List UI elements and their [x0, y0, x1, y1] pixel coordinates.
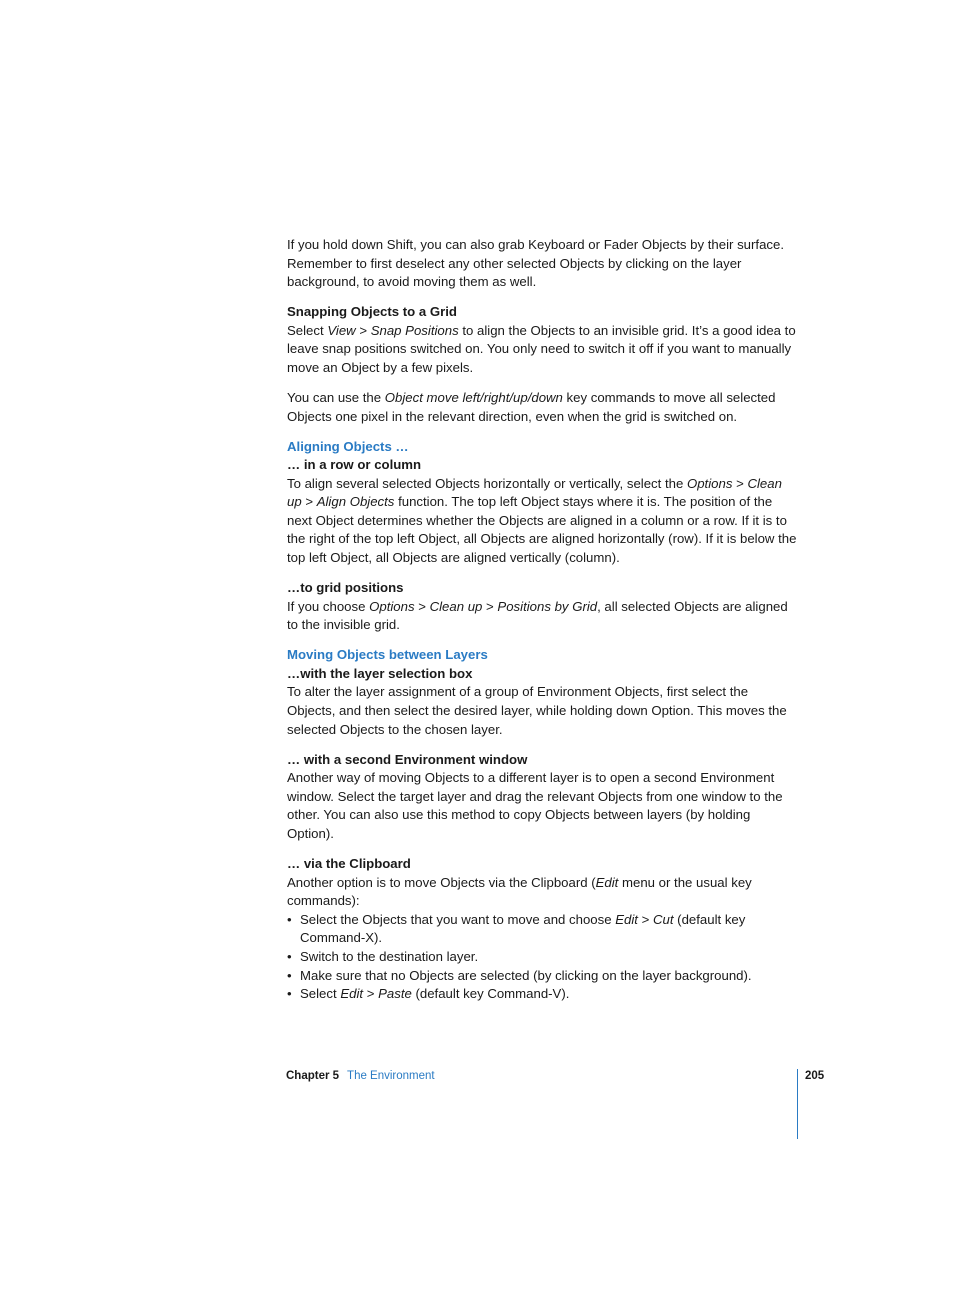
- grid-positions-paragraph: If you choose Options > Clean up > Positions by Grid, all selected Objects are aligned to the invisible grid.: [287, 598, 788, 633]
- row-column-subheading: … in a row or column: [287, 457, 422, 473]
- layer-box-subheading: …with the layer selection box: [287, 665, 473, 681]
- list-item: • Make sure that no Objects are selected (by clicking on the layer background).: [287, 967, 799, 986]
- second-window-paragraph: Another way of moving Objects to a different layer is to open a second Environment window. Select the target layer and drag the relevant Objects from one window to the other. You can also use this method to copy Objects between layers (by holding Option).: [287, 770, 783, 841]
- layer-box-paragraph: To alter the layer assignment of a group of Environment Objects, first select the Objects, and then select the desired layer, while holding down Option. This moves the selected Objects to the chosen layer.: [287, 684, 787, 737]
- bullet: •: [287, 948, 292, 964]
- row-column-paragraph: To align several selected Objects horizontally or vertically, select the Options > Clean up > Align Objects function. The top left Object stays where it is. The position of the next Object determines whether the Objects are aligned in a column or a row. If it is to the right of the top left Object, all Objects are aligned horizontally (row). If it is below the top left Object, all Objects are aligned vertically (column).: [287, 475, 797, 566]
- aligning-heading: Aligning Objects …: [287, 438, 409, 454]
- moving-heading: Moving Objects between Layers: [287, 647, 488, 663]
- bullet: •: [287, 986, 292, 1002]
- clipboard-paragraph: Another option is to move Objects via the Clipboard (Edit menu or the usual key commands):: [287, 874, 752, 909]
- list-item: • Select Edit > Paste (default key Command-V).: [287, 985, 799, 1004]
- list-item: • Switch to the destination layer.: [287, 948, 799, 967]
- intro-paragraph: If you hold down Shift, you can also grab Keyboard or Fader Objects by their surface. Remember to first deselect any other selected Objects by clicking on the layer background, to avoid moving them as well.: [287, 237, 784, 290]
- grid-positions-subheading: …to grid positions: [287, 580, 404, 596]
- snapping-paragraph-1: Select View > Snap Positions to align the Objects to an invisible grid. It’s a good idea to leave snap positions switched on. You only need to switch it off if you want to manually move an Object by a few pixels.: [287, 322, 796, 375]
- second-window-subheading: … with a second Environment window: [287, 751, 528, 767]
- page-body: [287, 236, 799, 1004]
- list-item: • Select the Objects that you want to move and choose Edit > Cut (default key Command-X).: [287, 911, 746, 946]
- page-footer: [286, 1070, 435, 1082]
- bullet: •: [287, 911, 292, 927]
- footer-divider: [797, 1069, 798, 1139]
- footer-chapter: Chapter 5: [286, 1070, 340, 1082]
- clipboard-steps-list: [287, 911, 799, 1004]
- page-number: 205: [805, 1070, 825, 1082]
- snapping-heading: Snapping Objects to a Grid: [287, 304, 457, 320]
- clipboard-subheading: … via the Clipboard: [287, 855, 411, 871]
- snapping-paragraph-2: You can use the Object move left/right/up/down key commands to move all selected Objects one pixel in the relevant direction, even when the grid is switched on.: [287, 389, 776, 424]
- bullet: •: [287, 967, 292, 983]
- footer-chapter-title: The Environment: [347, 1070, 435, 1082]
